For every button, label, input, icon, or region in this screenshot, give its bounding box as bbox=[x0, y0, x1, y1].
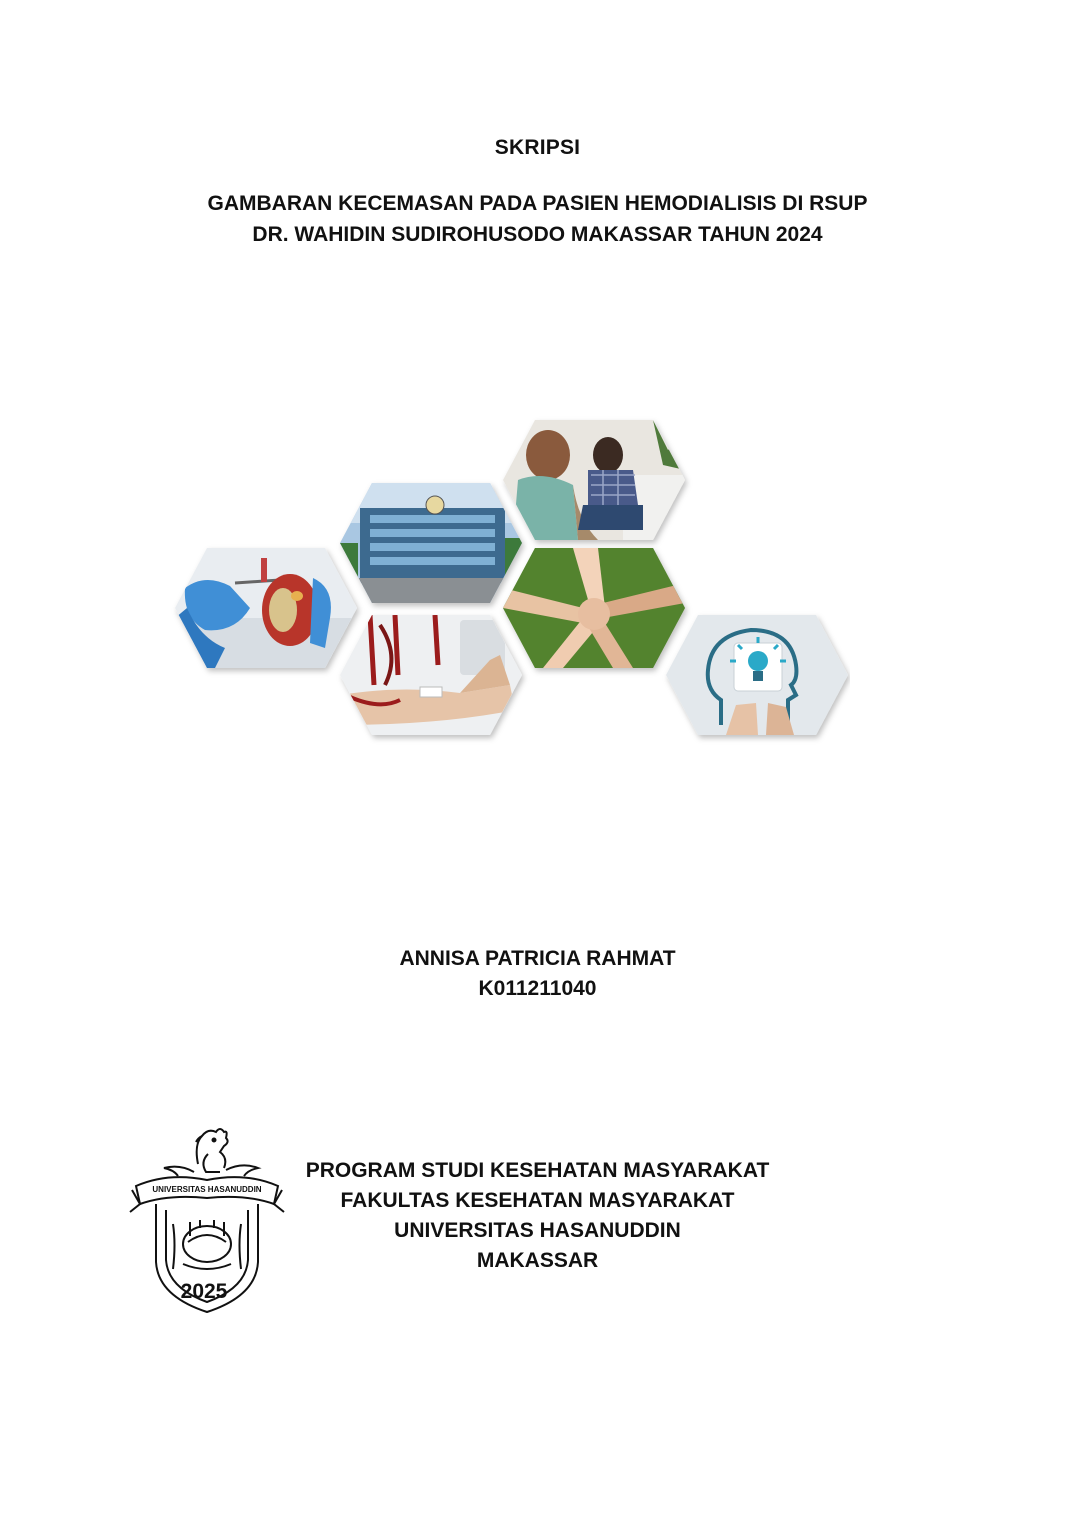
author-info bbox=[0, 944, 1075, 1004]
student-id: K011211040 bbox=[478, 977, 597, 1000]
hexagon-photo-collage bbox=[170, 415, 850, 745]
city-name: MAKASSAR bbox=[476, 1249, 599, 1272]
hospital-building-icon bbox=[340, 483, 522, 603]
author-name: ANNISA PATRICIA RAHMAT bbox=[399, 947, 676, 970]
university-name: UNIVERSITAS HASANUDDIN bbox=[394, 1219, 681, 1242]
thesis-title-line-2: DR. WAHIDIN SUDIROHUSODO MAKASSAR TAHUN 2024 bbox=[252, 223, 823, 246]
logo-ribbon-text: UNIVERSITAS HASANUDDIN bbox=[152, 1185, 262, 1194]
hemodialysis-arm-icon bbox=[340, 615, 522, 735]
thesis-title bbox=[0, 188, 1075, 250]
study-program: PROGRAM STUDI KESEHATAN MASYARAKAT bbox=[305, 1159, 770, 1182]
anxious-patient-icon bbox=[503, 420, 685, 540]
institution-info bbox=[0, 1156, 1075, 1276]
document-type-label: SKRIPSI bbox=[494, 136, 581, 159]
thesis-title-line-1: GAMBARAN KECEMASAN PADA PASIEN HEMODIALISIS DI RSUP bbox=[207, 192, 868, 215]
head-lightbulb-icon bbox=[666, 615, 848, 735]
publication-year: 2025 bbox=[180, 1280, 228, 1303]
linked-hands-icon bbox=[503, 548, 685, 668]
faculty-name: FAKULTAS KESEHATAN MASYARAKAT bbox=[340, 1189, 735, 1212]
kidney-model-icon bbox=[175, 548, 357, 668]
